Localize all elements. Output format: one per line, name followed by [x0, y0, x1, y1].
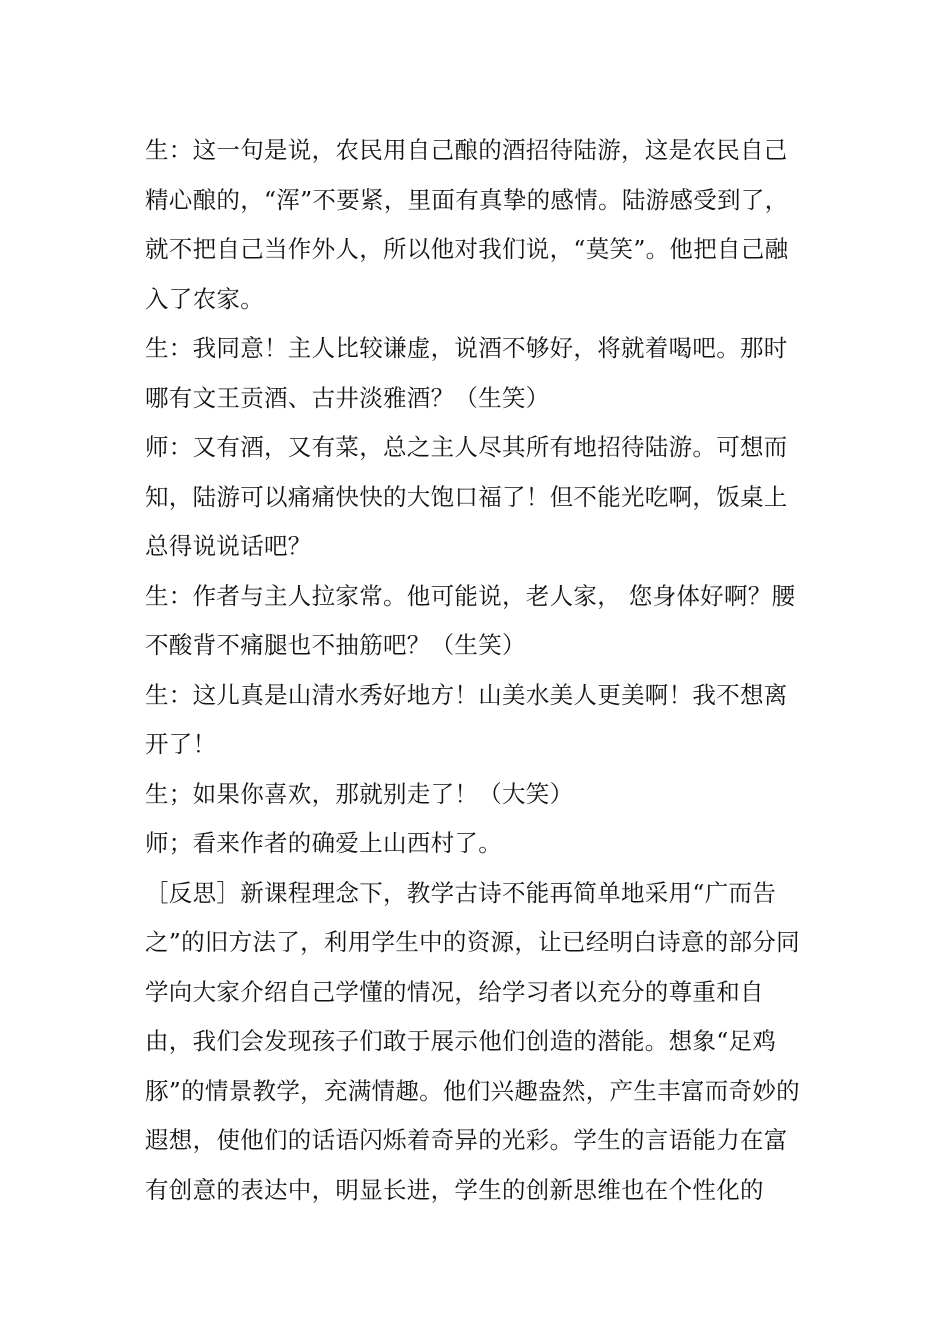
paragraph-teacher-1: 师：又有酒，又有菜，总之主人尽其所有地招待陆游。可想而知，陆游可以痛痛快快的大饱口福了！但不能光吃啊，饭桌上总得说说话吧？: [145, 433, 788, 560]
paragraph-teacher-2: 师；看来作者的确爱上山西村了。: [145, 829, 502, 857]
paragraph-student-5: 生；如果你喜欢，那就别走了！（大笑）: [145, 779, 574, 808]
paragraph-student-3: 生：作者与主人拉家常。他可能说，老人家， 您身体好啊？腰不酸背不痛腿也不抽筋吧？（生笑）: [145, 581, 796, 659]
paragraph-student-2: 生：我同意！主人比较谦虚，说酒不够好，将就着喝吧。那时哪有文王贡酒、古井淡雅酒？（生笑）: [145, 334, 788, 412]
paragraph-reflection: ［反思］新课程理念下，教学古诗不能再简单地采用“广而告之”的旧方法了，利用学生中的资源，让已经明白诗意的部分同学向大家介绍自己学懂的情况，给学习者以充分的尊重和自由，我们会发现孩子们敢于展示他们创造的潜能。想象“足鸡豚”的情景教学，充满情趣。他们兴趣盎然，产生丰富而奇妙的遐想，使他们的话语闪烁着奇异的光彩。学生的言语能力在富有创意的表达中，明显长进，学生的创新思维也在个性化的: [145, 878, 800, 1204]
paragraph-student-4: 生：这儿真是山清水秀好地方！山美水美人更美啊！我不想离开了！: [145, 680, 788, 758]
document-body: [145, 126, 810, 1215]
paragraph-student-1: 生：这一句是说，农民用自己酿的酒招待陆游，这是农民自己精心酿的，“浑”不要紧，里面有真挚的感情。陆游感受到了，就不把自己当作外人，所以他对我们说，“莫笑”。他把自己融入了农家。: [145, 136, 789, 313]
